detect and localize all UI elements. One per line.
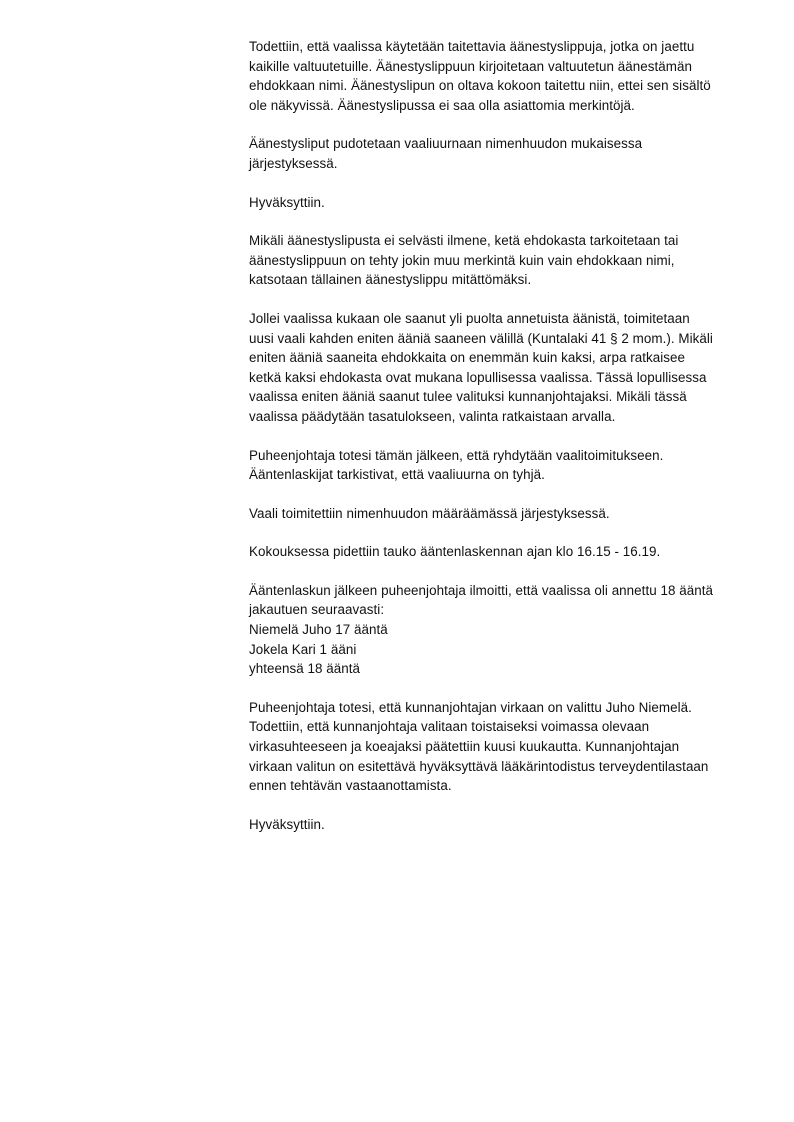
text-line: äänestyslippuun on tehty jokin muu merkintä kuin vain ehdokkaan nimi, bbox=[249, 252, 675, 268]
text-line: Ääntenlaskun jälkeen puheenjohtaja ilmoitti, että vaalissa oli annettu 18 ääntä bbox=[249, 582, 714, 598]
text-line: Äänestysliput pudotetaan vaaliuurnaan nimenhuudon mukaisessa bbox=[249, 136, 643, 152]
text-line: Kokouksessa pidettiin tauko ääntenlaskennan ajan klo 16.15 - 16.19. bbox=[249, 544, 661, 560]
text-line: eniten ääniä saaneita ehdokkaita on enemmän kuin kaksi, arpa ratkaisee bbox=[249, 350, 685, 366]
text-line: Hyväksyttiin. bbox=[249, 816, 325, 832]
text-line: virkaan valitun on esitettävä hyväksyttävä lääkärintodistus terveydentilastaan bbox=[249, 758, 709, 774]
result-line-jokela: Jokela Kari 1 ääni bbox=[249, 641, 357, 657]
text-line: ennen tehtävän vastaanottamista. bbox=[249, 778, 452, 794]
result-line-niemela: Niemelä Juho 17 ääntä bbox=[249, 622, 388, 638]
text-line: Todettiin, että kunnanjohtaja valitaan toistaiseksi voimassa olevaan bbox=[249, 719, 650, 735]
text-line: katsotaan tällainen äänestyslippu mitättömäksi. bbox=[249, 272, 532, 288]
text-line: järjestyksessä. bbox=[249, 155, 338, 171]
text-line: ole näkyvissä. Äänestyslipussa ei saa olla asiattomia merkintöjä. bbox=[249, 97, 635, 113]
document-body bbox=[249, 37, 764, 853]
paragraph-roll-call bbox=[249, 504, 764, 524]
paragraph-start-election bbox=[249, 446, 764, 485]
paragraph-ballot-order bbox=[249, 134, 764, 173]
paragraph-voting-ballots bbox=[249, 37, 764, 115]
text-line: Hyväksyttiin. bbox=[249, 194, 325, 210]
text-line: jakautuen seuraavasti: bbox=[249, 602, 385, 618]
paragraph-final-approved bbox=[249, 815, 764, 835]
paragraph-break bbox=[249, 542, 764, 562]
result-line-total: yhteensä 18 ääntä bbox=[249, 661, 361, 677]
text-line: Puheenjohtaja totesi tämän jälkeen, että ryhdytään vaalitoimitukseen. bbox=[249, 447, 664, 463]
text-line: Todettiin, että vaalissa käytetään taitettavia äänestyslippuja, jotka on jaettu bbox=[249, 39, 695, 54]
text-line: virkasuhteeseen ja koeajaksi päätettiin kuusi kuukautta. Kunnanjohtajan bbox=[249, 739, 680, 755]
paragraph-approved bbox=[249, 193, 764, 213]
paragraph-vote-results bbox=[249, 581, 764, 679]
text-line: Puheenjohtaja totesi, että kunnanjohtajan virkaan on valittu Juho Niemelä. bbox=[249, 699, 692, 715]
paragraph-runoff-rules bbox=[249, 309, 764, 427]
text-line: kaikille valtuutetuille. Äänestyslippuun kirjoitetaan valtuutetun äänestämän bbox=[249, 58, 692, 74]
text-line: uusi vaali kahden eniten ääniä saaneen välillä (Kuntalaki 41 § 2 mom.). Mikäli bbox=[249, 330, 713, 346]
paragraph-appointment bbox=[249, 698, 764, 796]
text-line: ketkä kaksi ehdokasta ovat mukana lopullisessa vaalissa. Tässä lopullisessa bbox=[249, 369, 707, 385]
text-line: Ääntenlaskijat tarkistivat, että vaaliuurna on tyhjä. bbox=[249, 467, 545, 483]
text-line: ehdokkaan nimi. Äänestyslipun on oltava kokoon taitettu niin, ettei sen sisältö bbox=[249, 78, 711, 94]
text-line: Jollei vaalissa kukaan ole saanut yli puolta annetuista äänistä, toimitetaan bbox=[249, 310, 690, 326]
text-line: Mikäli äänestyslipusta ei selvästi ilmene, ketä ehdokasta tarkoitetaan tai bbox=[249, 233, 679, 249]
paragraph-invalid-ballot bbox=[249, 231, 764, 290]
text-line: Vaali toimitettiin nimenhuudon määräämässä järjestyksessä. bbox=[249, 505, 610, 521]
text-line: vaalissa päädytään tasatulokseen, valinta ratkaistaan arvalla. bbox=[249, 408, 616, 424]
text-line: vaalissa eniten ääniä saanut tulee valituksi kunnanjohtajaksi. Mikäli tässä bbox=[249, 389, 687, 405]
